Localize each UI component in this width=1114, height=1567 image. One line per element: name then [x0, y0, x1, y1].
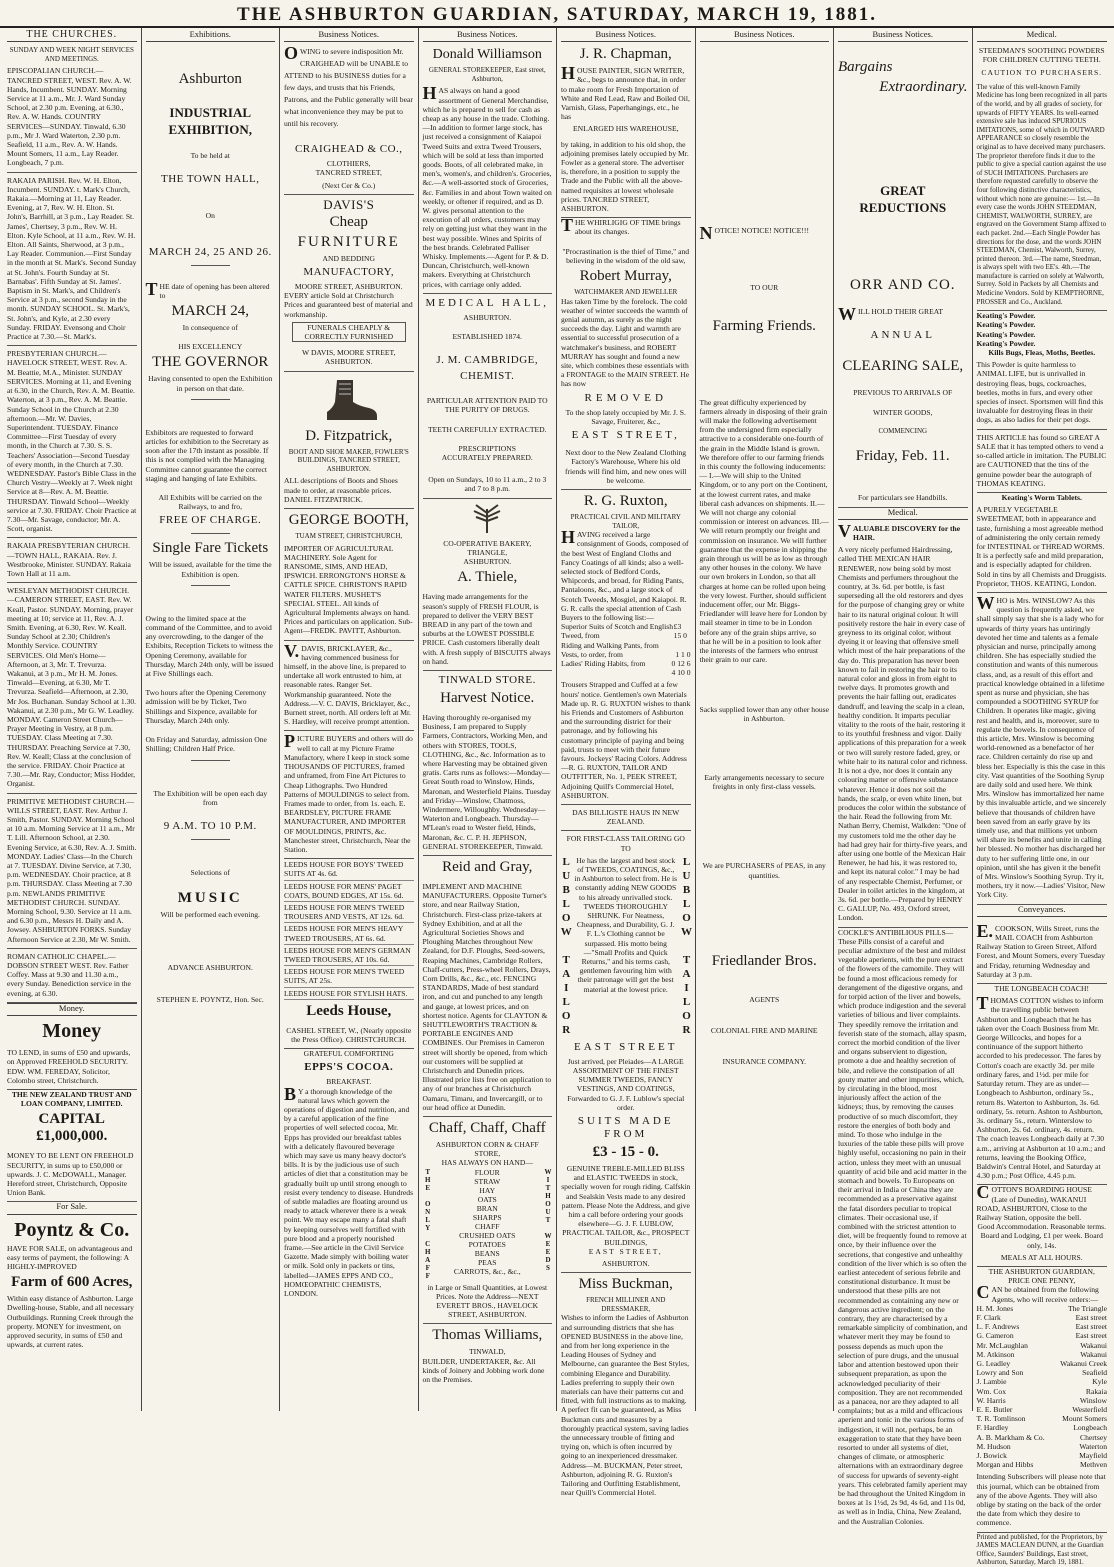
orr-and-co: ORR AND CO. — [849, 277, 956, 294]
table-row: F. Hardley Longbeach — [976, 1423, 1107, 1433]
music-title: MUSIC — [177, 890, 243, 907]
lublow-notice: He has the largest and best stock of TWEEDS, COATINGS, &c., in Ashburton to select from. He is constantly adding NEW GOODS to his already unrivalled stock. TWEEDS THOROUGHLY SHRUNK. For Neatness, Cheapness, and Durability, G. J. F. L.'s Clothing cannot be surpassed. His motto being—"Small Profits and Quick Returns," and his terms cash, gentlemen favouring him with their patronage will get the best material at the lowest price. — [574, 855, 678, 994]
single-fare-notice: Will be issued, available for the time the Exhibition is open. — [148, 560, 272, 579]
clearing-sale: CLEARING SALE, — [842, 358, 964, 375]
price-label: PRICE ONE PENNY, — [1008, 1276, 1076, 1286]
the-governor: THE GOVERNOR — [152, 354, 269, 371]
list-item: CRUSHED OATS — [459, 1230, 516, 1240]
annual-label: ANNUAL — [870, 329, 935, 342]
sacks-notice: Sacks supplied lower than any other house in Ashburton. — [699, 704, 829, 723]
insurance-label: INSURANCE COMPANY. — [722, 1057, 807, 1067]
murray-title: Robert Murray, — [579, 268, 672, 285]
list-item: LEEDS HOUSE FOR MEN'S GERMAN TWEED TROUSERS, AT 10s. 6d. — [284, 945, 414, 966]
primitive-methodist-notice: PRIMITIVE METHODIST CHURCH.—WILLS STREET, EAST. Rev. Arthur J. Smith, Pastor. SUNDAY. Morning School at 10 a.m. Morning Service at 11 a.m., Mr T. Lill. Afternoon School, at 2.30. Evening Service, at 6.30, Rev. A. J. Smith. MONDAY. Ladies' Class—In the Church at 7. TUESDAY. Divine Service, at 7.30, p.m. WEDNESDAY. Choir practice, at 8 p.m. THURSDAY. Class Meeting at 7.30 p.m. NEWLANDS PRIMITIVE METHODIST CHURCH. SUNDAY. Morning School, 9.30. Service at 11 a.m. and 6.30 p.m., Messrs H. Daily and A. Jowsey. ASHBURTON FORKS. Sunday Afternoon Service at 2.30, Mr W. Smith. — [7, 794, 137, 949]
chemist-label: CHEMIST. — [460, 370, 515, 383]
his-excellency: HIS EXCELLENCY — [178, 342, 243, 352]
harvest-notice: Having thoroughly re-organised my Business, I am prepared to Supply Farmers, Contractors, Working Men, and others with STORES, TOOLS, CLOTHING, &c., &c. Information as to where Harvesting may be obtained given gratis. Carts runs as follows:—Monday—Great South road to Winslow, Hinds, Maronan, and Westerfield Plains. Tuesday and Friday—Winslow, Chatmoss, Windermere, Willoughby. Wednesday—Waterton and Longbeach. Thursday—M'Lean's road to Wester field, Hinds, Maronan, &c. C. P. H. JEPHSON, GENERAL STOREKEEPER, Tinwald. — [423, 710, 553, 856]
column-heading: Medical. — [977, 30, 1108, 42]
list-item: BEANS — [474, 1248, 500, 1258]
table-row: M. Hudson Waterton — [976, 1441, 1107, 1451]
established: ESTABLISHED 1874. — [452, 332, 522, 342]
farm-notice: Within easy distance of Ashburton. Large Dwelling-house, Stable, and all necessary Outbuildings. Running Creek through the property. MONEY for investment, on approved security, in sums of £50 and upwards, at current rates. — [7, 1294, 134, 1350]
hair-renewer-notice: A very nicely perfumed Hairdressing, called THE MEXICAN HAIR RENEWER, now being sold by most Chemists and perfumers throughout the country, at 3s. 6d. per bottle, is fast superseding all the old restorers and dyes for the purpose of changing grey or white hair to its natural original colour. It will positively restore the hair in every case of greyness to its original color, without dyeing it or leaving that offensive smell which most of the hair preparations of the day do. This preparation has never been known to fail in restoring the hair to its natural color and gloss in from eight to twelve days. It promotes growth and prevents the hair falling out, eradicates dandruff, and leaving the scalp in a clean, healthy condition. It imparts peculiar vitality to the roots of the hair, restoring it to its youthful freshness and vigor. Daily applications of this preparation for a week or two will surely restore faded, grey, or white hair to its natural color and richness. It is not a dye, nor does it contain any colouring matter or offensive substance whatever. Hence it does not soil the hands, the scalp, or even white linen, but produces the color within the substance of the hair. Read the following from Mr. Nathan Berry, Chemist, Walkden: "One of my customers told me the other day he had had grey hair for thirty-five years, and after using one bottle of the Mexican Hair Renewer, he had his, it was restored to, and kept its natural color." I may be had of any respectable Chemist, Perfumer, or Dealer in toilet articles in the kingdom, at 3s. 6d. per bottle.—Prepared by HENRY C. GALLUP, No. 493, Oxford street, London. — [838, 542, 968, 927]
lublow-street: EAST STREET — [574, 1040, 678, 1053]
list-item: 4 10 0 — [671, 668, 691, 678]
fitzpatrick-title: D. Fitzpatrick, — [305, 427, 393, 444]
wesleyan-notice: WESLEYAN METHODIST CHURCH.—CAMERON STREET, EAST. Rev. W. Keall, Pastor. SUNDAY. Morning, prayer meeting at 10; service at 11, Rev. A. J. Smith. Evening, at 6.30, Rev. W. Keall. Sunday School at 2.30; Children's Monthly Service. COUNTRY SERVICES. Old Men's Home—Afternoon, at 3, Mr. T. Trevurza. Wakanui, at 3 p.m., Mr H. M. Jones. Tinwald—Evening, at 6.30, Mr T. Trevurza. Seafield—Afternoon, at 2.30, Mr Jos. Buchanan. Sunday School at 1.30. Wakanui, at 2.30 p.m., Mr G. W. Leadley. MONDAY. Cameron Street Church—Prayer Meeting in Vestry, at 8 p.m. TUESDAY. Class Meeting at 7.30. THURSDAY. Preaching Service at 7.30, Rev. W. Keall; Class at the conclusion of the service. FRIDAY. Choir Practice at 7.30.—Mr. Ray, Conductor; Miss Hodder, Organist. — [7, 583, 137, 793]
list-item: BRAN — [476, 1203, 498, 1213]
fitzpatrick-sub: BOOT AND SHOE MAKER, FOWLER'S BUILDINGS, TANCRED STREET, ASHBURTON. — [288, 447, 409, 473]
prescriptions-label: PRESCRIPTIONS — [458, 443, 516, 453]
printed-notice: Printed and published, for the Proprietors, by JAMES MACLEAN DUNN, at the Guardian Office, Saunders' Buildings, East street, Ashburton, Saturday, March 19, 1881. — [976, 1532, 1104, 1567]
enlarged-warehouse: ENLARGED HIS WAREHOUSE, — [572, 124, 679, 134]
sunday-hours: Open on Sundays, 10 to 11 a.m., 2 to 3 and 7 to 8 p.m. — [423, 472, 553, 498]
bedding-label: AND BEDDING — [322, 253, 376, 263]
harvest-title: Harvest Notice. — [440, 689, 535, 706]
medical-heading: Medical. — [838, 508, 968, 520]
kills-bugs: Kills Bugs, Fleas, Moths, Beetles. — [988, 348, 1096, 358]
exhibition-dates: MARCH 24, 25 AND 26. — [148, 245, 272, 258]
boarding-notice: Good Accommodation. Reasonable terms. Board and Lodging, £1 per week. Board only, 14s. — [977, 1222, 1106, 1250]
commencing-label: COMMENCING — [878, 426, 928, 435]
great-reductions: GREAT REDUCTIONS — [859, 183, 947, 216]
list-item: Keating's Powder. — [976, 320, 1036, 330]
column-heading: Business Notices. — [838, 30, 968, 42]
procrastination-quote: "Procrastination is the thief of Time," and believing in the wisdom of the old saw, — [562, 246, 690, 265]
leeds-house-address: CASHEL STREET, W., (Nearly opposite the Press Office). CHRISTCHURCH. — [284, 1023, 414, 1049]
march-24: MARCH 24, — [171, 303, 249, 320]
only-chaff-label: THE ONLY CHAFF — [423, 1167, 432, 1280]
picture-buyers-notice: PICTURE BUYERS and others will do well to call at my Picture Frame Manufactory, where I keep in stock some THOUSANDS OF PICTURES, framed and unframed, from Fine Art Pictures to Cheap Lithographs. Two Hundred Patterns of MOULDINGS to select from. Frames made to order, from 1s. each. E. BEARDSLEY, PICTURE FRAME MANUFACTURER, AND IMPORTER OF MOULDINGS, PRINTS, &c. Manchester street, Christchurch, Near the Station. — [284, 731, 414, 859]
reid-gray-title: Reid and Gray, — [442, 858, 533, 875]
farm-title: Farm of 600 Acres, — [11, 1274, 133, 1291]
newspaper-title: THE ASHBURTON GUARDIAN, SATURDAY, MARCH 19, 1881. — [237, 4, 877, 25]
purity-notice: PARTICULAR ATTENTION PAID TO THE PURITY OF DRUGS. — [426, 396, 548, 415]
governor-notice: Having consented to open the Exhibition in person on that date. — [148, 374, 273, 393]
whirligig-notice: THE WHIRLIGIG OF TIME brings about its changes. — [561, 215, 681, 237]
leeds-house-list — [284, 859, 414, 1000]
friedlander-title: Friedlander Bros. — [711, 952, 817, 969]
list-item: Keating's Powder. — [976, 338, 1036, 348]
table-row: J. Bowick Mayfield — [976, 1451, 1107, 1461]
two-hours-notice: Two hours after the Opening Ceremony admission will be by Ticket, Two Shillings and Sixpence, available for Thursday, March 24th only. — [145, 688, 267, 725]
longbeach-coach: THE LONGBEACH COACH! — [994, 984, 1089, 994]
list-item: LEEDS HOUSE FOR STYLISH HATS. — [284, 988, 414, 1000]
presbyterian-notice: PRESBYTERIAN CHURCH.—HAVELOCK STREET, WEST. Rev. A. M. Beattie, M.A., Minister. SUNDAY SERVICES. Morning at 11, and Evening at 6.30, in the Church, Rev. A. M. Beattie. Waterton, at 3 p.m., Rev. A. M. Beattie. Sunday School in the Church at 2.30 afternoon.—Mr. W. Davies, Superintendent. TUESDAY. Finance Committee—First Tuesday of every month, in the Church at 7.30. S. S. Teachers' Association—Second Tuesday of every month, in the Church at 7.30. WEDNESDAY. Pastor's Bible Class in the Church Vestry—Weekly at 7. Week night Service at 8—Rev. A. M. Beattie. THURSDAY. Tinwald School—Weekly service at 7.30. FRIDAY. Choir Practice at 7.30—Mr. Savage, conductor; Mr. A. Scott, organist. — [7, 346, 137, 538]
table-row: H. M. Jones The Triangle — [976, 1303, 1107, 1313]
list-item: HAY — [479, 1185, 496, 1195]
catholic-notice: ROMAN CATHOLIC CHAPEL.—DOBSON STREET WEST. Rev. Father Coffey. Mass at 9.30 and 11.30 a.m., every Sunday. Benediction service in the evening, at 6.30. — [7, 949, 137, 1003]
cockle-pills-notice: COCKLE'S ANTIBILIOUS PILLS—These Pills consist of a careful and peculiar admixture of the best and mildest vegetable aperients, with the pure extract of the flowers of the camomile. They will be found a most efficacious remedy for derangement of the digestive organs, and for torpid action of the liver and bowels, which produce indigestion and the several varieties of bilious and liver complaints. They speedily remove the irritation and feverish state of the stomach, allay spasm, correct the morbid condition of the liver and organs subservient to digestion, promote a due and healthy secretion of bile, and relieve the constipation of all gouty matter and other impurities, which, by circulating in the blood, most injuriously affect the action of the kidneys; thus, by removing the causes productive of so much discomfort, they restore the energies of both body and mind. To those who indulge in the luxuries of the table these pills will prove highly useful, occasioning no pain in their action, unless they meet with an unusual quantity of acid bile and acid matter in the stomach and bowels. To Europeans on their arrival in India or China they are recommended as a preservative against the fatal disorders peculiar to tropical climates. Their occasional use, if combined with the strictest attention to diet, will be frequently found to remove at once, by their influence over the secretions, that congestive and unhealthy condition of the liver which is so often the earliest antecedent of serious febrile and constitutional disturbance. It must be understood that these pills are not recommended as containing any new or dangerous active ingredient; on the contrary, they are characterised by a remarkable simplicity of combination, and whatever merit they may be found to possess depends as much upon the selection of pure drugs, and the unusual labor and attention bestowed upon their subsequent preparation, as upon the acknowledged peculiarity of their composition. They are not recommended as a panacea, nor are they adapted to all complaints; but as a mild and efficacious aperient and tonic in the various forms of indigestion, it will not, perhaps, be an exaggeration to state that they have been resorted to under all systems of diet, changes of climate, or atmospheric alternations with an extraordinary degree of success for upwards of seventy-eight years. This celebrated family aperient may be had throughout the United Kingdom in boxes at 1s 1½d, 2s 9d, 4s 6d, and 11s 0d, as well as in India, China, New Zealand, and the Australian Colonies. — [838, 927, 968, 1526]
worm-tablets-title: Keating's Worm Tablets. — [1001, 492, 1082, 502]
date-altered: THE date of opening has been altered to — [145, 278, 270, 300]
list-item: Keating's Powder. — [976, 311, 1036, 321]
murray-notice: Has taken Time by the forelock. The cold weather of winter succeeds the warmth of genial autumn, as surely as the night succeeds the day. Light and warmth are essential to successful prosecution of a watchmaker's business, and ROBERT MURRAY has sought and found a new site, which combines these essentials with a FRONTAGE to the MAIN STREET. He has now — [561, 296, 690, 389]
billigste-haus: DAS BILLIGSTE HAUS IN NEW ZEALAND. — [561, 805, 691, 831]
for-sale-heading: For Sale. — [7, 1202, 137, 1214]
suits-label: SUITS MADE FROM — [577, 1115, 674, 1141]
list-item: Vests, to order, from 1 1 0 — [561, 649, 691, 659]
murray-sub: WATCHMAKER AND JEWELLER — [574, 288, 678, 297]
to-our-label: TO OUR — [750, 283, 779, 293]
suits-notice: GENUINE TREBLE-MILLED BLISS and ELASTIC TWEEDS in stock, specially woven for rough riding. Calfskin and Sealskin Vests made to any desired pattern. Please Note the Address, and give him a call before ordering your goods elsewhere—G. J. F. LUBLOW, PRACTICAL TAILOR, &c., PROSPECT BUILDINGS, — [561, 1164, 691, 1247]
tinwald-store: TINWALD STORE. — [438, 673, 536, 686]
list-item: PEAS — [477, 1257, 497, 1267]
steedman-title: STEEDMAN'S SOOTHING POWDERS FOR CHILDREN CUTTING TEETH. — [978, 46, 1105, 65]
v-davis-notice: V.DAVIS, BRICKLAYER, &c., having commenced business for himself, in the above line, is prepared to undertake all work entrusted to him, at reasonable rates. Ranger Set. Workmanship guaranteed. Note the Address.—V. C. DAVIS, Bricklayer, &c., Burnett street, north. All orders left at Mr. S. Hardley, will receive prompt attention. — [284, 641, 414, 732]
winter-goods: WINTER GOODS, — [873, 407, 933, 417]
steedman-notice: The value of this well-known Family Medicine has long been recognized in all parts of the world, and by all grades of society, for upwards of FIFTY YEARS. Its well-earned extensive sale has induced SPURIOUS IMITATIONS, some of which in OUTWARD APPEARANCE so closely resemble the original as to have deceived many purchasers. The proprietor therefore finds it due to the public to give a special caution against the use of SUCH IMITATIONS. Purchasers are therefore requested carefully to observe the four following distinctive characteristics, without which none are genuine:— 1st.—In every case the words JOHN STEEDMAN, CHEMIST, WALWORTH, SURREY, are engraved on the Government Stamp affixed to each packet. 2nd.—Each Single Powder has directions for the dose, and the words JOHN STEEDMAN, Chemist, Walworth, Surrey, printed thereon. 3rd.—The name, Steedman, is always spelt with two EE's. 4th.—The manufacture is carried on solely at Walworth, Surrey. Sold in Packets by all Chemists and Medicine Vendors. Sold by KEMPTHORNE, PROSSER and Co., Auckland. — [977, 80, 1108, 311]
removed-notice: To the shop lately occupied by Mr. J. S. Savage, Fruiterer, &c., — [565, 407, 686, 426]
wheat-sheaf-icon — [452, 503, 522, 535]
column-heading: THE CHURCHES. — [7, 30, 137, 42]
ruxton-title: R. G. Ruxton, — [583, 492, 668, 509]
farming-notice: The great difficulty experienced by farmers already in disposing of their grain will make the following advertisement from the undersigned firm especially attractive to a considerable one-fourth of the grain in the Middle Island is grown. We therefore offer to our farming friends in this county the following inducements:— I.—We will ship to the United Kingdom, or to any port on the Continent, at the lowest current rates, and make liberal cash advances on shipments. II.—We will not charge any colonial commission or interest on advances. III.—We will return promptly our freight and commission on insurance. We will further guarantee that the expense in shipping the grain through us will be as low as through any other houses in the colony. We have our own brokers in London, so that all charges at home can be rolled upon being the very lowest. Further, should sufficient inducement offer, our Mr. Biggs-Friedlander will leave here for London by mail steamer in time to be in London before any of the grain ships arrive, so that he will be in a position to look after the interests of the farmers who entrust their grain to our care. — [699, 397, 829, 665]
column-business-notices-4 — [696, 28, 835, 1411]
craighead-location: (Next Cer & Co.) — [284, 178, 414, 195]
epps-title: EPPS'S COCOA. — [304, 1061, 394, 1074]
keating-caution: THIS ARTICLE has found so GREAT A SALE that it has tempted others to vend a so-called article in imitation. The PUBLIC are CAUTIONED that the tins of the genuine powder bear the autograph of THOMAS KEATING. — [977, 430, 1108, 493]
column-business-notices-2 — [419, 28, 558, 1411]
friday-admission: On Friday and Saturday, admission One Shilling; Children Half Price. — [145, 735, 267, 754]
cheap-label: Cheap — [329, 213, 368, 230]
cambridge-name: J. M. CAMBRIDGE, — [436, 354, 539, 367]
boarding-house: COTTON'S BOARDING HOUSE (Late of Dunedin), WAKANUI ROAD, ASHBURTON, Close to the Railway Station, opposite the bell. — [976, 1182, 1092, 1222]
table-row: W. Harris Winslow — [976, 1395, 1107, 1405]
colonial-label: COLONIAL FIRE AND MARINE — [710, 1025, 818, 1035]
thiele-title: A. Thiele, — [457, 569, 518, 586]
column-churches — [3, 28, 142, 1411]
list-item: SHARPS — [472, 1212, 502, 1222]
list-item: FLOUR — [474, 1167, 500, 1177]
lublow-town: ASHBURTON. — [561, 1256, 691, 1273]
chaff-items — [454, 1168, 521, 1280]
early-notice: Early arrangements necessary to secure freights in only first-class vessels. — [704, 772, 825, 792]
exhibition-town: Ashburton — [178, 71, 242, 88]
trust-company-title: THE NEW ZEALAND TRUST AND LOAN COMPANY, LIMITED. — [11, 1089, 132, 1109]
list-item: POTATOES — [468, 1239, 506, 1249]
suits-price: £3 - 15 - 0. — [592, 1144, 659, 1161]
craighead-notice: OWING to severe indisposition Mr. CRAIGHEAD will be UNABLE to ATTEND to his BUSINESS duties for a few days, and trusts that his Friends, Patrons, and the Public generally will bear what inconvenience they may be put to until his recovery. — [284, 43, 413, 129]
craighead-trade: CLOTHIERS, — [326, 159, 371, 169]
lublow-east-street: EAST STREET, — [588, 1246, 663, 1256]
conveyances-heading: Conveyances. — [977, 905, 1108, 917]
buckman-title: Miss Buckman, — [578, 1276, 673, 1293]
on-label: On — [205, 211, 215, 221]
boot-illustration-icon — [319, 376, 379, 424]
open-label: The Exhibition will be open each day from — [153, 788, 268, 807]
reid-gray-notice: IMPLEMENT AND MACHINE MANUFACTURERS. Opposite Turner's store, and near Railway Station, Christchurch. First-class prize-takers at Sydney Exhibition, and at all the Agricultural Societies Shows and Ploughing Matches throughout New Zealand, for D.F. Ploughs, Seed-sowers, Reaping Machines, Cambridge Rollers, Chaff-cutters, Press-wheel Rollers, Drays, Corn Drills, &c., &c., etc. FENCING STANDARDS, Made of best standard iron, and cut and punched to any length and gauge, at lowest prices, and on shortest notice. Agents for CLAYTON & SHUTTLEWORTH'S TRACTION & PORTABLE ENGINES AND COMBINES. Our Premises in Cameron street will shortly be opened, from which our customers will be supplied at Christchurch and Dunedin prices. Illustrated price lists free on application to any of our branches at Christchurch Oamaru, Timaru, and Invercargill, or to our head office at Dunedin. — [423, 879, 553, 1117]
george-booth-title: GEORGE BOOTH, — [288, 512, 409, 529]
chapman-title: J. R. Chapman, — [579, 46, 672, 63]
opening-hours: 9 A.M. TO 10 P.M. — [163, 819, 257, 832]
music-notice: Will be performed each evening. — [160, 910, 260, 920]
leeds-house-title: Leeds House, — [306, 1002, 392, 1019]
chaff-title: Chaff, Chaff, Chaff — [428, 1120, 546, 1137]
trust-company-notice: MONEY TO BE LENT ON FREEHOLD SECURITY, in sums up to £50,000 or upwards. J. C. McDOWALL, Manager. Hereford street, Christchurch, Opposite Union Bank. — [7, 1148, 137, 1202]
purchasers-notice: We are PURCHASERS of PEAS, in any quantities. — [702, 861, 826, 880]
thiele-notice: Having made arrangements for the season's supply of FRESH FLOUR, is prepared to deliver the VERY BEST BREAD in any part of the town and suburbs at the LOWEST POSSIBLE PRICE. Cash customers liberally dealt with. A fresh supply of BISCUITS always on hand. — [423, 589, 553, 671]
thomas-williams-title: Thomas Williams, — [432, 1327, 543, 1344]
masthead — [0, 0, 1114, 28]
town-hall: THE TOWN HALL, — [160, 173, 260, 186]
buckman-notice: Wishes to inform the Ladies of Ashburton and surrounding districts that she has OPENED BUSINESS in the above line, and from her long experience in the Leading Houses of Sydney and Melbourne, can guarantee the Best Styles, combining Elegance and Durability. Ladies preferring to supply their own materials can have their patterns cut and fitted, with full instructions as to making. A perfect fit can be guaranteed, as Miss Buckman cuts and measures by a thoroughly practical system, saving ladies the unnecessary trouble of fitting and trying on, which is often incurred by going to an inexperienced dressmaker. Address—M. BUCKMAN, Peter street, Ashburton, adjoining R. G. Ruxton's Tailoring and Outfitting Establishment, near Quill's Commercial Hotel. — [561, 1313, 689, 1498]
bakery-town: ASHBURTON. — [463, 557, 512, 567]
funerals-label: FUNERALS CHEAPLY & CORRECTLY FURNISHED — [292, 322, 406, 342]
keating-notice: This Powder is quite harmless to ANIMAL LIFE, but is unrivalled in destroying fleas, bugs, cockroaches, beetles, moths in furs, and every other species of insect. Sportsmen will find this invaluable for destroying fleas in their dogs, as also ladies for their pet dogs. — [977, 357, 1108, 429]
column-exhibitions — [142, 28, 281, 1411]
list-item: LEEDS HOUSE FOR BOYS' TWEED SUITS AT 4s. 6d. — [284, 859, 414, 880]
list-item: STRAW — [474, 1176, 501, 1186]
table-row: A. B. Markham & Co. Chertsey — [976, 1432, 1107, 1442]
chaff-notice: in Large or Small Quantities, at Lowest Prices. Note the Address—NEXT EVERETT BROS., HAVELOCK STREET, ASHBURTON. — [423, 1280, 553, 1325]
medical-hall-town: ASHBURTON. — [463, 312, 512, 322]
triangle-label: TRIANGLE, — [467, 547, 508, 557]
single-fare-title: Single Fare Tickets — [152, 540, 269, 557]
chaff-has: HAS ALWAYS ON HAND— — [441, 1158, 533, 1168]
ruxton-sub: PRACTICAL CIVIL AND MILITARY TAILOR, — [570, 512, 681, 530]
buckman-sub: FRENCH MILLINER AND DRESSMAKER, — [586, 1296, 666, 1313]
list-item: Ladies' Riding Habits, from 0 12 6 — [561, 658, 691, 668]
free-of-charge: FREE OF CHARGE. — [159, 514, 262, 527]
list-item: Superior Suits of Scotch and English Tweed, from £3 15 0 — [561, 622, 687, 641]
accurately-label: ACCURATELY PREPARED. — [441, 453, 533, 463]
east-street: EAST STREET, — [571, 429, 680, 442]
agents-table — [977, 1304, 1108, 1470]
list-item: CARROTS, &c., &c., — [453, 1266, 521, 1276]
episcopalian-notice: EPISCOPALIAN CHURCH.—TANCRED STREET, WEST. Rev. A. W. Hands, Incumbent. SUNDAY. Morning Service at 11 a.m., Mr. J. Ward Sunday School, at 2.30 p.m. Evening, at 6.30., Rev. A. W. Hands. COUNTRY SERVICES—SUNDAY. Tinwald, 6.30 p.m., Mr J. Ward Waterton, 2.30 p.m. Seafield, 11 a.m., Rev. A. W. Hands. Mount Somers, 11 a.m., Lay Reader. Longbeach, 7 p.m. — [7, 63, 137, 172]
valuable-discovery: VALUABLE DISCOVERY for the HAIR. — [838, 520, 961, 543]
capital-amount: CAPITAL £1,000,000. — [36, 1111, 108, 1145]
east-street-notice: Next door to the New Zealand Clothing Factory's Warehouse, Where his old friends will find him, and new ones will be welcome. — [561, 445, 691, 490]
davis-title: DAVIS'S — [323, 196, 375, 212]
list-item: LEEDS HOUSE FOR MEN'S HEAVY TWEED TROUSERS, AT 6s. 6d. — [284, 923, 414, 944]
george-booth-sub: TUAM STREET, CHRISTCHURCH, — [295, 532, 403, 541]
lublow-block — [561, 856, 691, 1038]
thomas-williams-notice: BUILDER, UNDERTAKER, &c. All kinds of Joinery and Jobbing work done on the Premises. — [422, 1356, 545, 1385]
table-row: E. E. Butler Westerfield — [976, 1405, 1107, 1414]
held-label: To be held at — [190, 151, 230, 161]
column-heading: Exhibitions. — [146, 30, 276, 42]
thomas-williams-sub: TINWALD, — [469, 1347, 506, 1357]
handbills-notice: For particulars see Handbills. — [838, 490, 968, 507]
table-row: G. Cameron East street — [976, 1331, 1107, 1341]
worm-tablets-notice: A PURELY VEGETABLE SWEETMEAT, both in appearance and taste, furnishing a most agreeable method of administering the only certain remedy for INTESTINAL or THREAD WORMS. It is a perfectly safe and mild preparation, and is especially adapted for children. Sold in tins by all Chemists and Druggists. Proprietor, THOS. KEATING, London. — [977, 502, 1108, 593]
column-heading: Business Notices. — [423, 30, 553, 42]
cotton-notice: THOMAS COTTON wishes to inform the travelling public between Ashburton and Longbeach that he has taken over the Coach Business from Mr. George Willcocks, and hopes for a continuance of the support hitherto accorded to his predecessor. The fares by Cotton's coach are exactly 3d. per mile ordinary fares, and 1½d. per mile for Saturday return. They are as under— Longbeach to Ashburton, ordinary 5s., return 8s. Waterton to Ashburton, 3s. 6d. ordinary, 5s. return. Ashton to Ashburton, 3s. ordinary 5s., return. Winterslow to Ashburton, 2s. 6d. ordinary, 4s. return. The coach leaves Longbeach daily at 7.30 a.m., arriving at Ashburton at 10 a.m.; and returns, leaving the Booking Office, Baldwin's Central Hotel, and Saturday at 4.30 p.m.; Post Office, 4.45 p.m. — [977, 993, 1108, 1185]
poyntz-title: Poyntz & Co. — [14, 1218, 130, 1241]
williamson-title: Donald Williamson — [432, 47, 542, 63]
exhibitors-notice: Exhibitors are requested to forward articles for exhibition to the Secretary as soon after the 17th instant as possible. If this is not complied with the Managing Committee cannot guarantee the correct staging and hanging of late Exhibits. — [145, 427, 269, 483]
table-row: L. F. Andrews East street — [976, 1322, 1107, 1332]
fitzpatrick-notice: ALL descriptions of Boots and Shoes made to order, at reasonable prices. DANIEL FITZPATRICK. — [284, 473, 414, 509]
table-row: M. Atkinson Wakanui — [976, 1349, 1107, 1359]
advance-ashburton: ADVANCE ASHBURTON. — [167, 963, 253, 973]
table-row: Wm. Cox Rakaia — [976, 1386, 1107, 1396]
list-item: OATS — [477, 1194, 497, 1204]
friday-date: Friday, Feb. 11. — [855, 448, 950, 465]
george-booth-notice: IMPORTER OF AGRICULTURAL MACHINERY. Sole Agent for RANSOME, SIMS, AND HEAD, IPSWICH. ERRONGTON'S HORSE & CATTLE SPICE. CHRISTON'S RAPID WATER FILTERS. MUSHET'S SPECIAL STEEL. All kinds of Agricultural Implements always on hand. Prices and particulars on application. Sub-Agent—FREDK. PAVITT, Ashburton. — [284, 541, 414, 641]
farming-friends-title: Farming Friends. — [712, 317, 816, 334]
will-hold-label: WILL HOLD THEIR GREAT — [838, 304, 943, 325]
medical-hall-title: MEDICAL HALL, — [425, 296, 550, 309]
secretary-signature: STEPHEN E. POYNTZ, Hon. Sec. — [156, 994, 264, 1004]
lublow-arrival-notice: Just arrived, per Pleiades—A LARGE ASSORTMENT OF THE FINEST SUMMER TWEEDS, FANCY VESTINGS, AND COATINGS, Forwarded to G. J. F. Lublow's special order. — [567, 1056, 685, 1112]
caution-title: CAUTION TO PURCHASERS. — [981, 67, 1103, 77]
intending-subscribers: Intending Subscribers will please note that this journal, which can be obtained from any of the above Agents. They will also oblige by stating on the back of the order the date from which they desire to commence. — [977, 1469, 1108, 1532]
column-business-notices-5 — [834, 28, 973, 1526]
reception-tickets-notice: Owing to the limited space at the command of the Committee, and to avoid any overcrowding, to the danger of the Exhibits, Reception Tickets to witness the Opening Ceremony, available for Thursday, March 24th only, will be issued at Five Shillings each. — [145, 613, 274, 679]
subheading: SUNDAY AND WEEK NIGHT SERVICES AND MEETINGS. — [9, 46, 134, 63]
chapman-notice-2: by taking, in addition to his old shop, the adjoining premises lately occupied by Mr. Fowler as a general store. The advertiser is, therefore, in a position to supply the Trade and the Public with all the above-named requisites at lowest wholesale prices. TANCRED STREET, ASHBURTON. — [561, 137, 691, 219]
money-title: Money — [42, 1020, 102, 1043]
ruxton-notice-2: Trousers Strapped and Cuffed at a few hours' notice. Gentlemen's own Materials Made up. R. G. RUXTON wishes to thank his Friends and Customers of Ashburton and the surrounding district for their patronage, and by following his customary principle of paying and being paid, trusts to meet with their future favours. Jockeys' Racing Colors. Address—R. G. RUXTON, TAILOR AND OUTFITTER, No. 1, PEEK STREET, Adjoining Quill's Commercial Hotel, ASHBURTON. — [561, 677, 691, 805]
table-row: T. R. Tomlinson Mount Somers — [976, 1414, 1107, 1424]
epps-sub: BREAKFAST. — [326, 1077, 372, 1087]
consequence-label: In consequence of — [182, 323, 238, 333]
previous-label: PREVIOUS TO ARRIVALS OF — [853, 388, 953, 398]
guardian-title: THE ASHBURTON GUARDIAN, — [988, 1266, 1095, 1276]
list-item: LEEDS HOUSE FOR MEN'S TWEED SUITS, AT 25s. — [284, 966, 414, 987]
notice-banner: NOTICE! NOTICE! NOTICE!!! — [699, 223, 809, 244]
epps-notice: BY a thorough knowledge of the natural laws which govern the operations of digestion and nutrition, and by a careful application of the fine properties of well selected cocoa, Mr. Epps has provided our breakfast tables with a delicately flavoured beverage which may save us many heavy doctor's bills. It is by the judicious use of such articles of diet that a constitution may be gradually built up until strong enough to resist every tendency to disease. Hundreds of subtle maladies are floating around us ready to attack wherever there is a weak point. We may escape many a fatal shaft by keeping ourselves well fortified with pure blood and a properly nourished frame.—See article in the Civil Service Gazette. Made simply with boiling water or milk. Sold only in packets or tins, labelled—JAMES EPPS AND CO., HOMŒOPATHIC CHEMISTS, LONDON. — [284, 1083, 414, 1299]
exhibition-title: INDUSTRIAL EXHIBITION, — [168, 105, 252, 138]
winslow-notice: WHO is Mrs. WINSLOW? As this question is frequently asked, we shall simply say that she is a lady who for upwards of thirty years has untiringly devoted her time and talents as a female physician and nurse, principally among children. She has especially studied the constitution and wants of this numerous class, and, as a result of this effort and practical knowledge obtained in a lifetime spent as nurse and physician, she has compounded a SOOTHING SYRUP for Children. It operates like magic, giving rest and health, and is, moreover, sure to regulate the bowels. In consequence of this article, Mrs. Winslow is becoming world-renowned as a benefactor of her race. Children certainly do rise up and bless her. Especially is this the case in this city. Vast quantities of the Soothing Syrup are daily sold and used here. We think Mrs. Winslow has immortalized her name by this invaluable article, and we sincerely believe that thousands of children have been saved from an early grave by its timely use, and that millions yet unborn will share its benefits and unite in calling her blessed. No mother has discharged her duty to her suffering little one, in our opinion, until she has given it the benefit of Mrs. Winslow's Soothing Syrup. Try it, mothers, try it now.—Ladies' Visitor, New York City. — [977, 593, 1108, 905]
column-heading: Business Notices. — [700, 30, 830, 42]
table-row: G. Leadley Wakanui Creek — [976, 1358, 1107, 1368]
manufactory-label: MANUFACTORY, — [303, 266, 395, 279]
column-heading: Business Notices. — [561, 30, 691, 42]
rakaia-presbyterian-notice: RAKAIA PRESBYTERIAN CHURCH.—TOWN HALL, RAKAIA. Rev. J. Westbrooke, Minister. SUNDAY. Rakaia Town Hall at 11 a.m. — [7, 538, 137, 583]
furniture-label: FURNITURE — [297, 233, 400, 250]
removed-label: REMOVED — [584, 391, 667, 404]
railway-notice: All Exhibits will be carried on the Railways, to and fro, — [158, 493, 262, 512]
list-item: CHAFF — [475, 1221, 500, 1231]
table-row: Morgan and Hibbs Methven — [976, 1460, 1107, 1470]
agents-label: AGENTS — [749, 994, 780, 1004]
craighead-street: TANCRED STREET, — [315, 168, 382, 178]
column-business-notices-3 — [557, 28, 696, 1498]
lublow-right-label: LUBLOW TAILOR — [680, 855, 693, 1038]
meals-notice: MEALS AT ALL HOURS. — [977, 1250, 1108, 1267]
williamson-notice: HAS always on hand a good assortment of General Merchandise, which he is prepared to sell for cash as cheap as any house in the trade. Clothing.—In addition to former large stock, has just received a consignment of Kaiapoi Tweed Suits and extra Tweed Trousers, which will be sold at less than imported goods. Boots, of all celebrated make, in men's, women's, and children's. Groceries, &c.—A well-assorted stock of Groceries, &c. Families in and about Town waited on weekly, or oftener if required, and as D. W. gives personal attention to the execution of all orders, customers may rely on getting just what they want in the best way possible. Wines and Spirits of the best brands. Celebrated Palliser Whisky. Implements.—Agent for P. & D. Duncan, Christchurch, well-known makers. Everything at Christchurch prices, with carriage only added. — [423, 83, 553, 293]
selections-label: Selections of — [190, 867, 230, 877]
davis-notice: EVERY article Sold at Christchurch Prices and guaranteed best of material and workmanship. — [284, 291, 413, 319]
bakery-title: CO-OPERATIVE BAKERY, — [443, 538, 532, 548]
bargains-title: Bargains — [838, 59, 893, 76]
moore-street: MOORE STREET, ASHBURTON. — [294, 282, 403, 292]
agents-intro: CAN be obtained from the following Agents, who will receive orders:— — [976, 1282, 1099, 1304]
extraordinary-title: Extraordinary. — [879, 79, 968, 96]
keating-list — [977, 311, 1108, 348]
rakaia-parish-notice: RAKAIA PARISH. Rev. W. H. Elton, Incumbent. SUNDAY. t. Mark's Church, Rakaia.—Morning at 11, Lay Reader. Evening, at 7, Rev. W. H. Elton. St. John's, Barrhill, at 3 p.m., Lay Reader. St. James', Chertsey, 3 p.m., Rev. W. H. Elton. Kyle School, at 11 a.m., Rev. W. H. Elton. All Saints, Sherwood, at 3 p.m., Lay Reader. Communion.—First Sunday in the month at St. Mark's. Second Sunday at St. John's. Fourth Sunday at St. Barnabas'. Fifth Sunday at St. James'. Baptism in St. Mark's, and Children's Service at 3 p.m., second Sunday in the month. SUNDAY SCHOOL. St. Mark's, St. John's, and Kyle, at 2.30 every Sunday. FRIDAY. Evensong and Choir Practice at 7.30.—St. Mark's. — [7, 173, 137, 347]
table-row: Mr. McLaughlan Wakanui — [976, 1340, 1107, 1350]
column-medical — [973, 28, 1112, 1567]
lublow-left-label: LUBLOW TAILOR — [560, 855, 573, 1038]
chaff-store: ASHBURTON CORN & CHAFF STORE, — [435, 1140, 539, 1159]
craighead-name: CRAIGHEAD & CO., — [294, 143, 403, 156]
teeth-notice: TEETH CAREFULLY EXTRACTED. — [427, 424, 547, 434]
chaff-list-block — [423, 1168, 553, 1280]
table-row: F. Clark East street — [976, 1312, 1107, 1322]
list-item: Keating's Powder. — [976, 329, 1036, 339]
table-row: Lowry and Son Seafield — [976, 1368, 1107, 1378]
list-item: LEEDS HOUSE FOR MENS' PAGET COATS, BOUND EDGES, AT 15s. 6d. — [284, 881, 414, 902]
first-class-tailoring: FOR FIRST-CLASS TAILORING GO TO — [566, 834, 685, 853]
ruxton-notice: HAVING received a large consignment of Goods, composed of the best West of England Cloths and Fancy Coatings of all kinds; also a well-selected stock of Bedford Cords, Whipcords, and broad, for Riding Pants, Pantaloons, &c., and a large stock of Scotch Tweeds, Mosgiel, and Kaiapoi. R. G. R. calls the special attention of Cash Buyers to the following list:— — [561, 527, 689, 622]
newspaper-columns — [3, 28, 1111, 1567]
column-business-notices-1 — [280, 28, 419, 1411]
without-weeds-label: WITHOUT WEEDS — [544, 1167, 552, 1272]
list-item: LEEDS HOUSE FOR MEN'S TWEED TROUSERS AND VESTS, AT 12s. 6d. — [284, 902, 414, 923]
williamson-sub: GENERAL STOREKEEPER, East street, Ashburton, — [428, 66, 546, 83]
cookson-notice: E.COOKSON, Wills Street, runs the MAIL COACH from Ashburton Railway Station to Green Street, Alford Forest, and Mount Somers, every Tuesday and Friday, returning Wednesday and Saturday at 3 p.m. — [977, 921, 1108, 984]
chapman-notice: HOUSE PAINTER, SIGN WRITER, &c., begs to announce that, in order to make room for Fresh Importation of White and Red Lead, Raw and Boiled Oil, Varnish, Glass, Paperhangings, etc., he has — [561, 63, 690, 122]
table-row: J. Lambie Kyle — [976, 1377, 1107, 1387]
davis-signature: W DAVIS, MOORE STREET, ASHBURTON. — [284, 345, 414, 371]
ruxton-price-list — [561, 622, 691, 677]
list-item: Riding and Walking Pants, from — [561, 640, 659, 650]
column-heading: Business Notices. — [284, 30, 414, 42]
money-notice: TO LEND, in sums of £50 and upwards, on Approved FREEHOLD SECURITY. EDW. WM. FEREDAY, Solicitor, Colombo street, Christchurch. — [7, 1045, 137, 1090]
poyntz-notice: HAVE FOR SALE, on advantageous and easy terms of payment, the following: A HIGHLY-IMPROVED — [7, 1243, 133, 1271]
epps-heading: GRATEFUL COMFORTING — [303, 1049, 394, 1059]
money-heading: Money. — [7, 1003, 137, 1016]
